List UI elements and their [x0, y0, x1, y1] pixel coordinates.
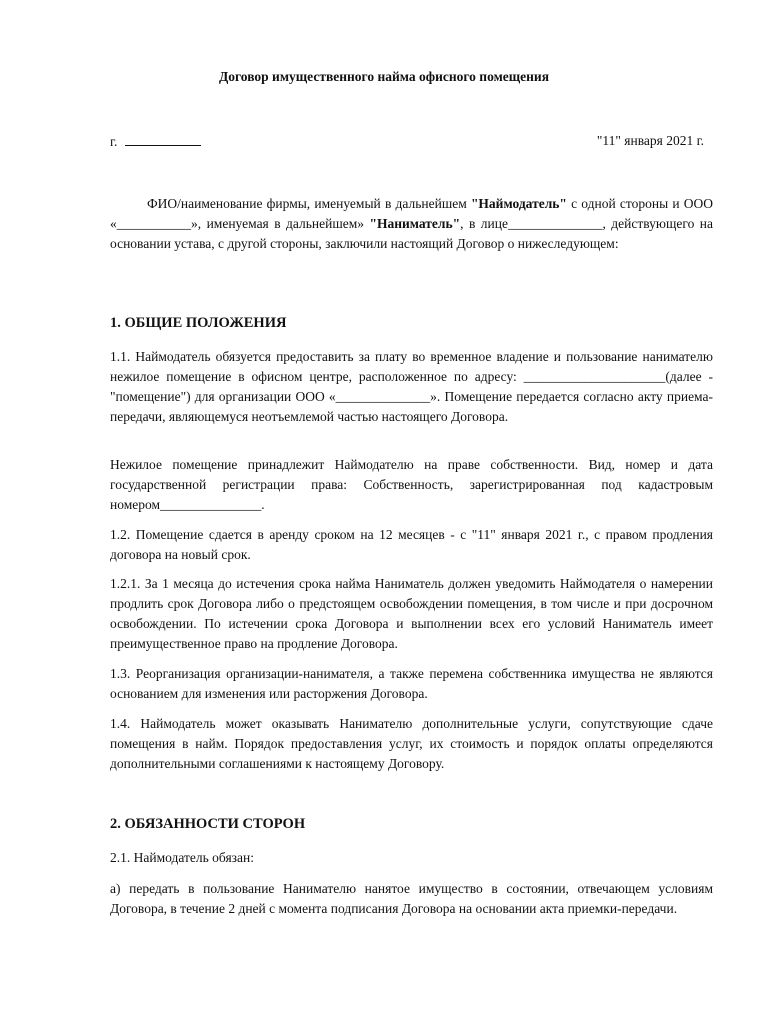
- intro-text-1: ФИО/наименование фирмы, именуемый в дальнейшем: [147, 196, 471, 211]
- city-label: г.: [110, 134, 118, 149]
- ownership-paragraph: Нежилое помещение принадлежит Наймодателю на праве собственности. Вид, номер и дата государственной регистрации права: Собственность, зарегистрированная под кадастровым номером_______________.: [110, 457, 713, 512]
- lessee-term: "Наниматель": [369, 216, 461, 231]
- intro-text-3: , в лице______________, действующего на основании устава, с другой стороны, заключили настоящий Договор о нижеследующем:: [110, 216, 713, 251]
- section-2-heading: 2. ОБЯЗАННОСТИ СТОРОН: [110, 816, 306, 832]
- city-field: [110, 133, 201, 150]
- city-blank: [125, 133, 201, 146]
- clause-2-1-a: а) передать в пользование Нанимателю нанятое имущество в состоянии, отвечающем условиям Договора, в течение 2 дней с момента подписания Договора на основании акта приемки-передачи.: [110, 881, 713, 916]
- section-1-heading: 1. ОБЩИЕ ПОЛОЖЕНИЯ: [110, 315, 287, 331]
- clause-1-1: 1.1. Наймодатель обязуется предоставить за плату во временное владение и пользование нанимателю нежилое помещение в офисном центре, расположенное по адресу: _____________________(далее - "помещение") для организации ООО «______________». Помещение передается согласно акту приема-передачи, являющемуся неотъемлемой частью настоящего Договора.: [110, 349, 713, 424]
- intro-text-2: с одной стороны и ООО «___________», именуемая в дальнейшем»: [110, 196, 713, 231]
- document-title: Договор имущественного найма офисного помещения: [218, 69, 550, 84]
- lessor-term: "Наймодатель": [470, 196, 567, 211]
- contract-date: "11" января 2021 г.: [596, 133, 704, 148]
- clause-1-2: 1.2. Помещение сдается в аренду сроком на 12 месяцев - с "11" января 2021 г., с правом продления договора на новый срок.: [110, 527, 713, 562]
- clause-2-1: 2.1. Наймодатель обязан:: [110, 850, 254, 865]
- intro-paragraph: [110, 194, 713, 254]
- clause-1-4: 1.4. Наймодатель может оказывать Нанимателю дополнительные услуги, сопутствующие сдаче помещения в найм. Порядок предоставления услуг, их стоимость и порядок оплаты определяются дополнительными соглашениями к настоящему Договору.: [110, 716, 713, 771]
- clause-1-2-1: 1.2.1. За 1 месяца до истечения срока найма Наниматель должен уведомить Наймодателя о намерении продлить срок Договора либо о предстоящем освобождении помещения, в том числе и при досрочном освобождении. По истечении срока Договора и выполнении всех его условий Наниматель имеет преимущественное право на продление Договора.: [110, 576, 713, 651]
- clause-1-3: 1.3. Реорганизация организации-нанимателя, а также перемена собственника имущества не являются основанием для изменения или расторжения Договора.: [110, 666, 713, 701]
